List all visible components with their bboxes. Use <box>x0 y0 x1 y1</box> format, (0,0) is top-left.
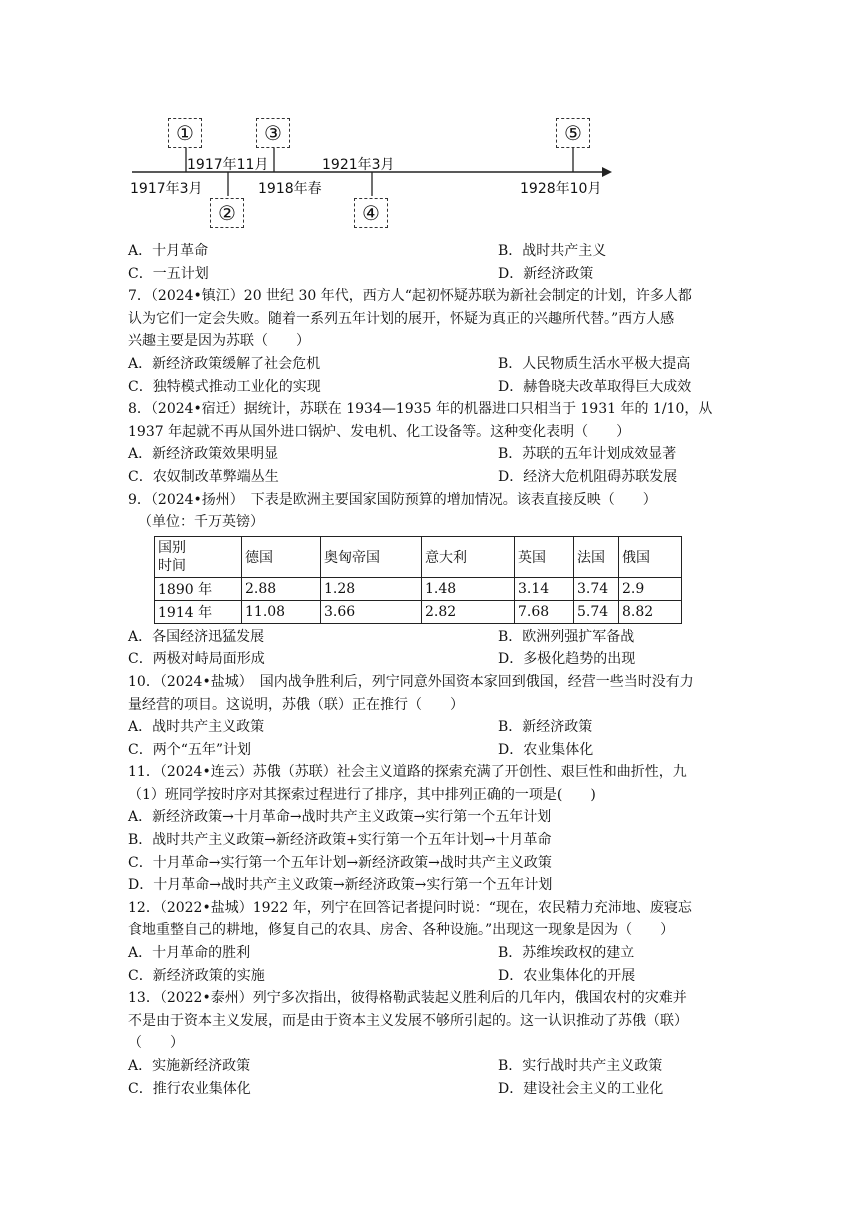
q12-options-row-1 <box>128 942 728 965</box>
table-cell: 2.88 <box>242 577 321 600</box>
q9-option-d[interactable]: D．多极化趋势的出现 <box>498 651 636 668</box>
q13-option-b[interactable]: B．实行战时共产主义政策 <box>498 1058 663 1074</box>
q6-options-row-1 <box>128 240 728 263</box>
q10-option-b[interactable]: B．新经济政策 <box>498 719 593 736</box>
q12-option-d[interactable]: D．农业集体化的开展 <box>498 967 636 984</box>
q11-option-b[interactable]: B．战时共产主义政策→新经济政策+实行第一个五年计划→十月革命 <box>128 832 552 849</box>
q11-option-d[interactable]: D．十月革命→战时共产主义政策→新经济政策→实行第一个五年计划 <box>128 877 553 894</box>
q11-option-a[interactable]: A．新经济政策→十月革命→战时共产主义政策→实行第一个五年计划 <box>128 809 552 826</box>
q7-option-a[interactable]: A．新经济政策缓解了社会危机 <box>128 355 321 372</box>
q7-option-b[interactable]: B．人民物质生活水平极大提高 <box>498 355 691 372</box>
q9-option-b[interactable]: B．欧洲列强扩军备战 <box>498 628 635 645</box>
table-cell: 3.74 <box>574 577 619 600</box>
timeline-label-1917-november: 1917年11月 <box>187 157 269 173</box>
q12-option-a[interactable]: A．十月革命的胜利 <box>128 945 251 962</box>
q6-option-a[interactable]: A．十月革命 <box>128 243 209 259</box>
q6-option-c[interactable]: C．一五计划 <box>128 265 209 282</box>
table-cell: 8.82 <box>619 600 682 623</box>
q11-stem-line-2: （1）班同学按时序对其探索过程进行了排序，其中排列正确的一项是( ) <box>128 786 596 803</box>
q10-options-row-1 <box>128 716 728 739</box>
q12-options-row-2 <box>128 965 728 988</box>
q8-option-d[interactable]: D．经济大危机阻碍苏联发展 <box>498 468 678 485</box>
q12-option-b[interactable]: B．苏维埃政权的建立 <box>498 945 635 962</box>
q10-stem-line-1: 10．（2024•盐城） 国内战争胜利后，列宁同意外国资本家回到俄国，经营一些当时没有力 <box>128 673 694 690</box>
table-corner-time: 时间 <box>158 557 186 574</box>
table-cell: 1.28 <box>321 577 422 600</box>
q12-stem-line-2: 食地重整自己的耕地，修复自己的农具、房舍、各种设施。”出现这一现象是因为（ ） <box>128 922 675 939</box>
timeline-label-1928-october: 1928年10月 <box>520 181 602 197</box>
table-corner-cell <box>155 536 242 577</box>
q8-stem-line-2: 1937 年起就不再从国外进口锅炉、发电机、化工设备等。这种变化表明（ ） <box>128 423 631 440</box>
table-header-austria-hungary: 奥匈帝国 <box>321 536 422 577</box>
q13-stem-line-3: （ ） <box>128 1035 184 1052</box>
q9-unit-note: （单位：千万英镑） <box>138 514 264 531</box>
table-row-year: 1914 年 <box>155 600 242 623</box>
table-header-france: 法国 <box>574 536 619 577</box>
timeline-marker-3: ③ <box>256 118 290 148</box>
q9-options-row-2 <box>128 648 728 671</box>
table-row <box>155 577 682 600</box>
q13-option-c[interactable]: C．推行农业集体化 <box>128 1080 251 1097</box>
timeline-marker-5: ⑤ <box>556 118 590 148</box>
q6-option-b[interactable]: B．战时共产主义 <box>498 243 607 259</box>
q13-option-a[interactable]: A．实施新经济政策 <box>128 1058 251 1074</box>
q7-stem-line-1: 7．（2024•镇江）20 世纪 30 年代，西方人“起初怀疑苏联为新社会制定的计划，许多人都 <box>128 288 692 305</box>
q8-stem-line-1: 8．（2024•宿迁）据统计，苏联在 1934—1935 年的机器进口只相当于 1931 年的 1/10，从 <box>128 401 713 418</box>
q9-options-row-1 <box>128 626 728 649</box>
q7-options-row-1 <box>128 353 728 376</box>
timeline-label-1918-spring: 1918年春 <box>258 181 322 197</box>
q9-option-a[interactable]: A．各国经济迅猛发展 <box>128 628 265 645</box>
table-cell: 1.48 <box>422 577 515 600</box>
q10-stem-line-2: 量经营的项目。这说明，苏俄（联）正在推行（ ） <box>128 696 464 713</box>
q7-stem-line-3: 兴趣主要是因为苏联（ ） <box>128 333 310 350</box>
table-cell: 7.68 <box>515 600 574 623</box>
q10-option-c[interactable]: C．两个“五年”计划 <box>128 741 252 758</box>
table-cell: 2.9 <box>619 577 682 600</box>
table-cell: 11.08 <box>242 600 321 623</box>
table-header-italy: 意大利 <box>422 536 515 577</box>
q8-option-b[interactable]: B．苏联的五年计划成效显著 <box>498 446 677 463</box>
timeline-marker-2: ② <box>210 198 244 228</box>
table-cell: 2.82 <box>422 600 515 623</box>
q11-stem-line-1: 11．（2024•连云）苏俄（苏联）社会主义道路的探索充满了开创性、艰巨性和曲折性，九 <box>128 764 687 781</box>
timeline-figure <box>128 112 628 232</box>
q8-option-c[interactable]: C．农奴制改革弊端丛生 <box>128 468 279 485</box>
q8-options-row-1 <box>128 443 728 466</box>
q10-option-d[interactable]: D．农业集体化 <box>498 741 594 758</box>
q7-option-d[interactable]: D．赫鲁晓夫改革取得巨大成效 <box>498 378 692 395</box>
table-header-russia: 俄国 <box>619 536 682 577</box>
q13-options-row-1 <box>128 1055 728 1078</box>
q9-option-c[interactable]: C．两极对峙局面形成 <box>128 651 265 668</box>
table-header-britain: 英国 <box>515 536 574 577</box>
q12-option-c[interactable]: C．新经济政策的实施 <box>128 967 265 984</box>
table-cell: 3.66 <box>321 600 422 623</box>
q13-stem-line-1: 13．（2022•泰州）列宁多次指出，彼得格勒武装起义胜利后的几年内，俄国农村的灾难并 <box>128 990 687 1007</box>
q9-stem-line-1: 9．（2024•扬州） 下表是欧洲主要国家国防预算的增加情况。该表直接反映（ ） <box>128 491 657 508</box>
q8-option-a[interactable]: A．新经济政策效果明显 <box>128 446 279 463</box>
q7-stem-line-2: 认为它们一定会失败。随着一系列五年计划的展开，怀疑为真正的兴趣所代替。”西方人感 <box>128 310 675 327</box>
timeline-label-1921-march: 1921年3月 <box>322 157 395 173</box>
table-corner-country: 国别 <box>158 539 186 556</box>
q13-stem-line-2: 不是由于资本主义发展，而是由于资本主义发展不够所引起的。这一认识推动了苏俄（联） <box>128 1012 688 1029</box>
q13-option-d[interactable]: D．建设社会主义的工业化 <box>498 1080 664 1097</box>
q6-options-row-2 <box>128 263 728 286</box>
q10-options-row-2 <box>128 739 728 762</box>
q8-options-row-2 <box>128 466 728 489</box>
table-cell: 3.14 <box>515 577 574 600</box>
table-header-row <box>155 536 682 577</box>
timeline-label-1917-march: 1917年3月 <box>130 181 203 197</box>
timeline-marker-1: ① <box>168 118 202 148</box>
q12-stem-line-1: 12．（2022•盐城）1922 年，列宁在回答记者提问时说：“现在，农民精力充沛地、废寝忘 <box>128 899 692 916</box>
q9-budget-table <box>154 536 682 624</box>
q6-option-d[interactable]: D．新经济政策 <box>498 265 594 282</box>
questions <box>128 240 728 1100</box>
q7-option-c[interactable]: C．独特模式推动工业化的实现 <box>128 378 321 395</box>
table-row-year: 1890 年 <box>155 577 242 600</box>
q11-option-c[interactable]: C．十月革命→实行第一个五年计划→新经济政策→战时共产主义政策 <box>128 854 552 871</box>
table-cell: 5.74 <box>574 600 619 623</box>
q13-options-row-2 <box>128 1078 728 1101</box>
q7-options-row-2 <box>128 376 728 399</box>
table-header-germany: 德国 <box>242 536 321 577</box>
q10-option-a[interactable]: A．战时共产主义政策 <box>128 719 265 736</box>
table-row <box>155 600 682 623</box>
timeline-marker-4: ④ <box>354 198 388 228</box>
